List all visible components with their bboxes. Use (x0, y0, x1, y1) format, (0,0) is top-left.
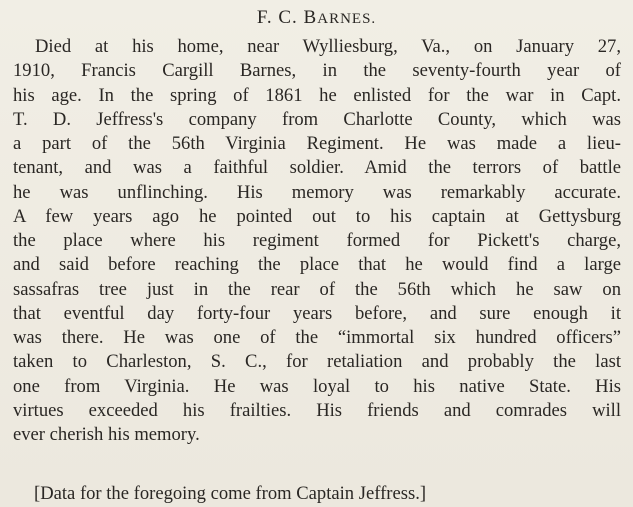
text-line: taken to Charleston, S. C., for retaliation and probably the last (13, 351, 621, 373)
source-note: [Data for the foregoing come from Captain Jeffress.] (34, 483, 427, 504)
text-line: the place where his regiment formed for Pickett's charge, (13, 230, 621, 251)
text-line: was there. He was one of the “immortal six hundred officers” (13, 327, 621, 348)
text-line: he was unflinching. His memory was remarkably accurate. (13, 181, 621, 203)
text-line: virtues exceeded his frailties. His friends and comrades will (13, 399, 621, 421)
heading-initials: F. C. B (256, 7, 318, 28)
obituary-body (13, 35, 621, 447)
obituary-heading (0, 6, 633, 31)
text-line: his age. In the spring of 1861 he enlisted for the war in Capt. (13, 84, 621, 106)
text-line: T. D. Jeffress's company from Charlotte County, which was (13, 108, 621, 130)
text-line: tenant, and was a faithful soldier. Amid the terrors of battle (13, 157, 621, 179)
text-line: 1910, Francis Cargill Barnes, in the seventy-fourth year of (13, 60, 621, 82)
text-line: and said before reaching the place that he would find a large (13, 254, 621, 276)
text-line: one from Virginia. He was loyal to his native State. His (13, 375, 621, 397)
text-line: that eventful day forty-four years before, and sure enough it (13, 302, 621, 324)
heading-smallcaps: ARNES. (317, 11, 377, 27)
text-line: a part of the 56th Virginia Regiment. He was made a lieu- (13, 133, 621, 154)
text-line: ever cherish his memory. (13, 424, 200, 445)
text-line: Died at his home, near Wylliesburg, Va., on January 27, (35, 36, 621, 57)
text-line: A few years ago he pointed out to his captain at Gettysburg (13, 205, 621, 227)
text-line: sassafras tree just in the rear of the 56th which he saw on (13, 278, 621, 300)
